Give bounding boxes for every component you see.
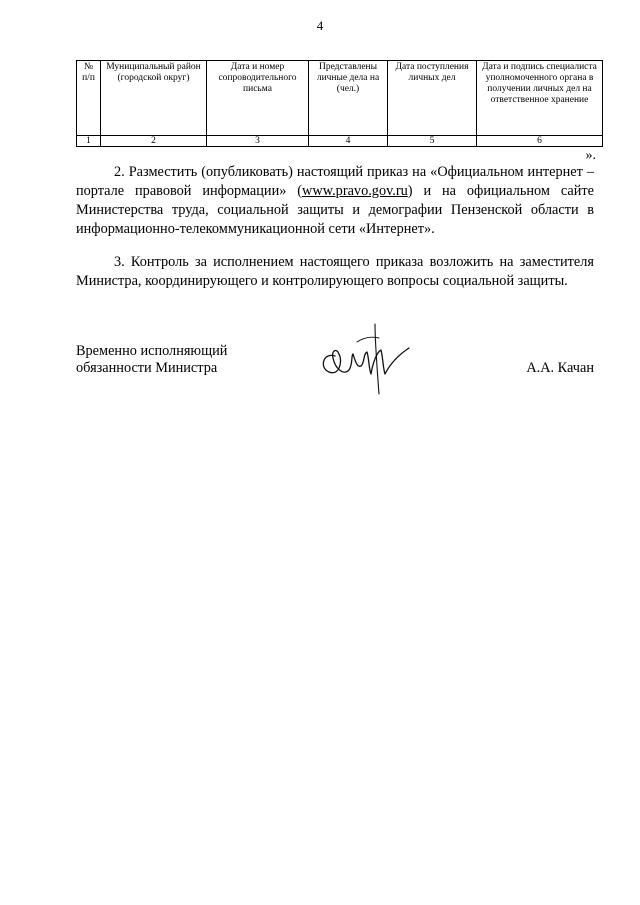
register-table xyxy=(76,60,603,147)
signatory-title-line1: Временно исполняющий xyxy=(76,343,228,359)
paragraph-2 xyxy=(76,163,594,239)
table-cell: 6 xyxy=(477,136,603,147)
header-specialist-signature: Дата и подпись специалиста уполномоченного органа в получении личных дел на ответственное хранение xyxy=(477,61,603,136)
signatory-title xyxy=(76,343,227,377)
page-number: 4 xyxy=(316,18,324,33)
header-files-count: Представлены личные дела на (чел.) xyxy=(309,61,388,136)
pravo-link[interactable]: www.pravo.gov.ru xyxy=(302,183,408,199)
paragraph-3-text: 3. Контроль за исполнением настоящего приказа возложить на заместителя Министра, координирующего и контролирующего вопросы социальной защиты. xyxy=(76,254,594,289)
signatory-name: А.А. Качан xyxy=(526,360,594,376)
paragraph-2-text: 2. Разместить (опубликовать) настоящий приказ на «Официальном интернет – портале правовой информации» ( xyxy=(76,164,594,199)
header-cover-letter: Дата и номер сопроводительного письма xyxy=(207,61,309,136)
paragraph-2-text-end: ) и на официальном сайте Министерства труда, социальной защиты и демографии Пензенской области в информационно-телекоммуникационной сети «Интернет». xyxy=(76,183,594,237)
handwritten-signature xyxy=(313,318,413,396)
header-receipt-date: Дата поступления личных дел xyxy=(388,61,477,136)
table-cell: 1 xyxy=(77,136,101,147)
table-cell: 2 xyxy=(101,136,207,147)
header-district: Муниципальный район (городской округ) xyxy=(101,61,207,136)
table-row xyxy=(77,136,603,147)
signatory-title-line2: обязанности Министра xyxy=(76,360,218,376)
table-header-row xyxy=(77,61,603,136)
header-number: № п/п xyxy=(77,61,101,136)
table-cell: 5 xyxy=(388,136,477,147)
table-cell: 4 xyxy=(309,136,388,147)
closing-quote: ». xyxy=(585,148,596,163)
table-cell: 3 xyxy=(207,136,309,147)
paragraph-3 xyxy=(76,253,594,291)
